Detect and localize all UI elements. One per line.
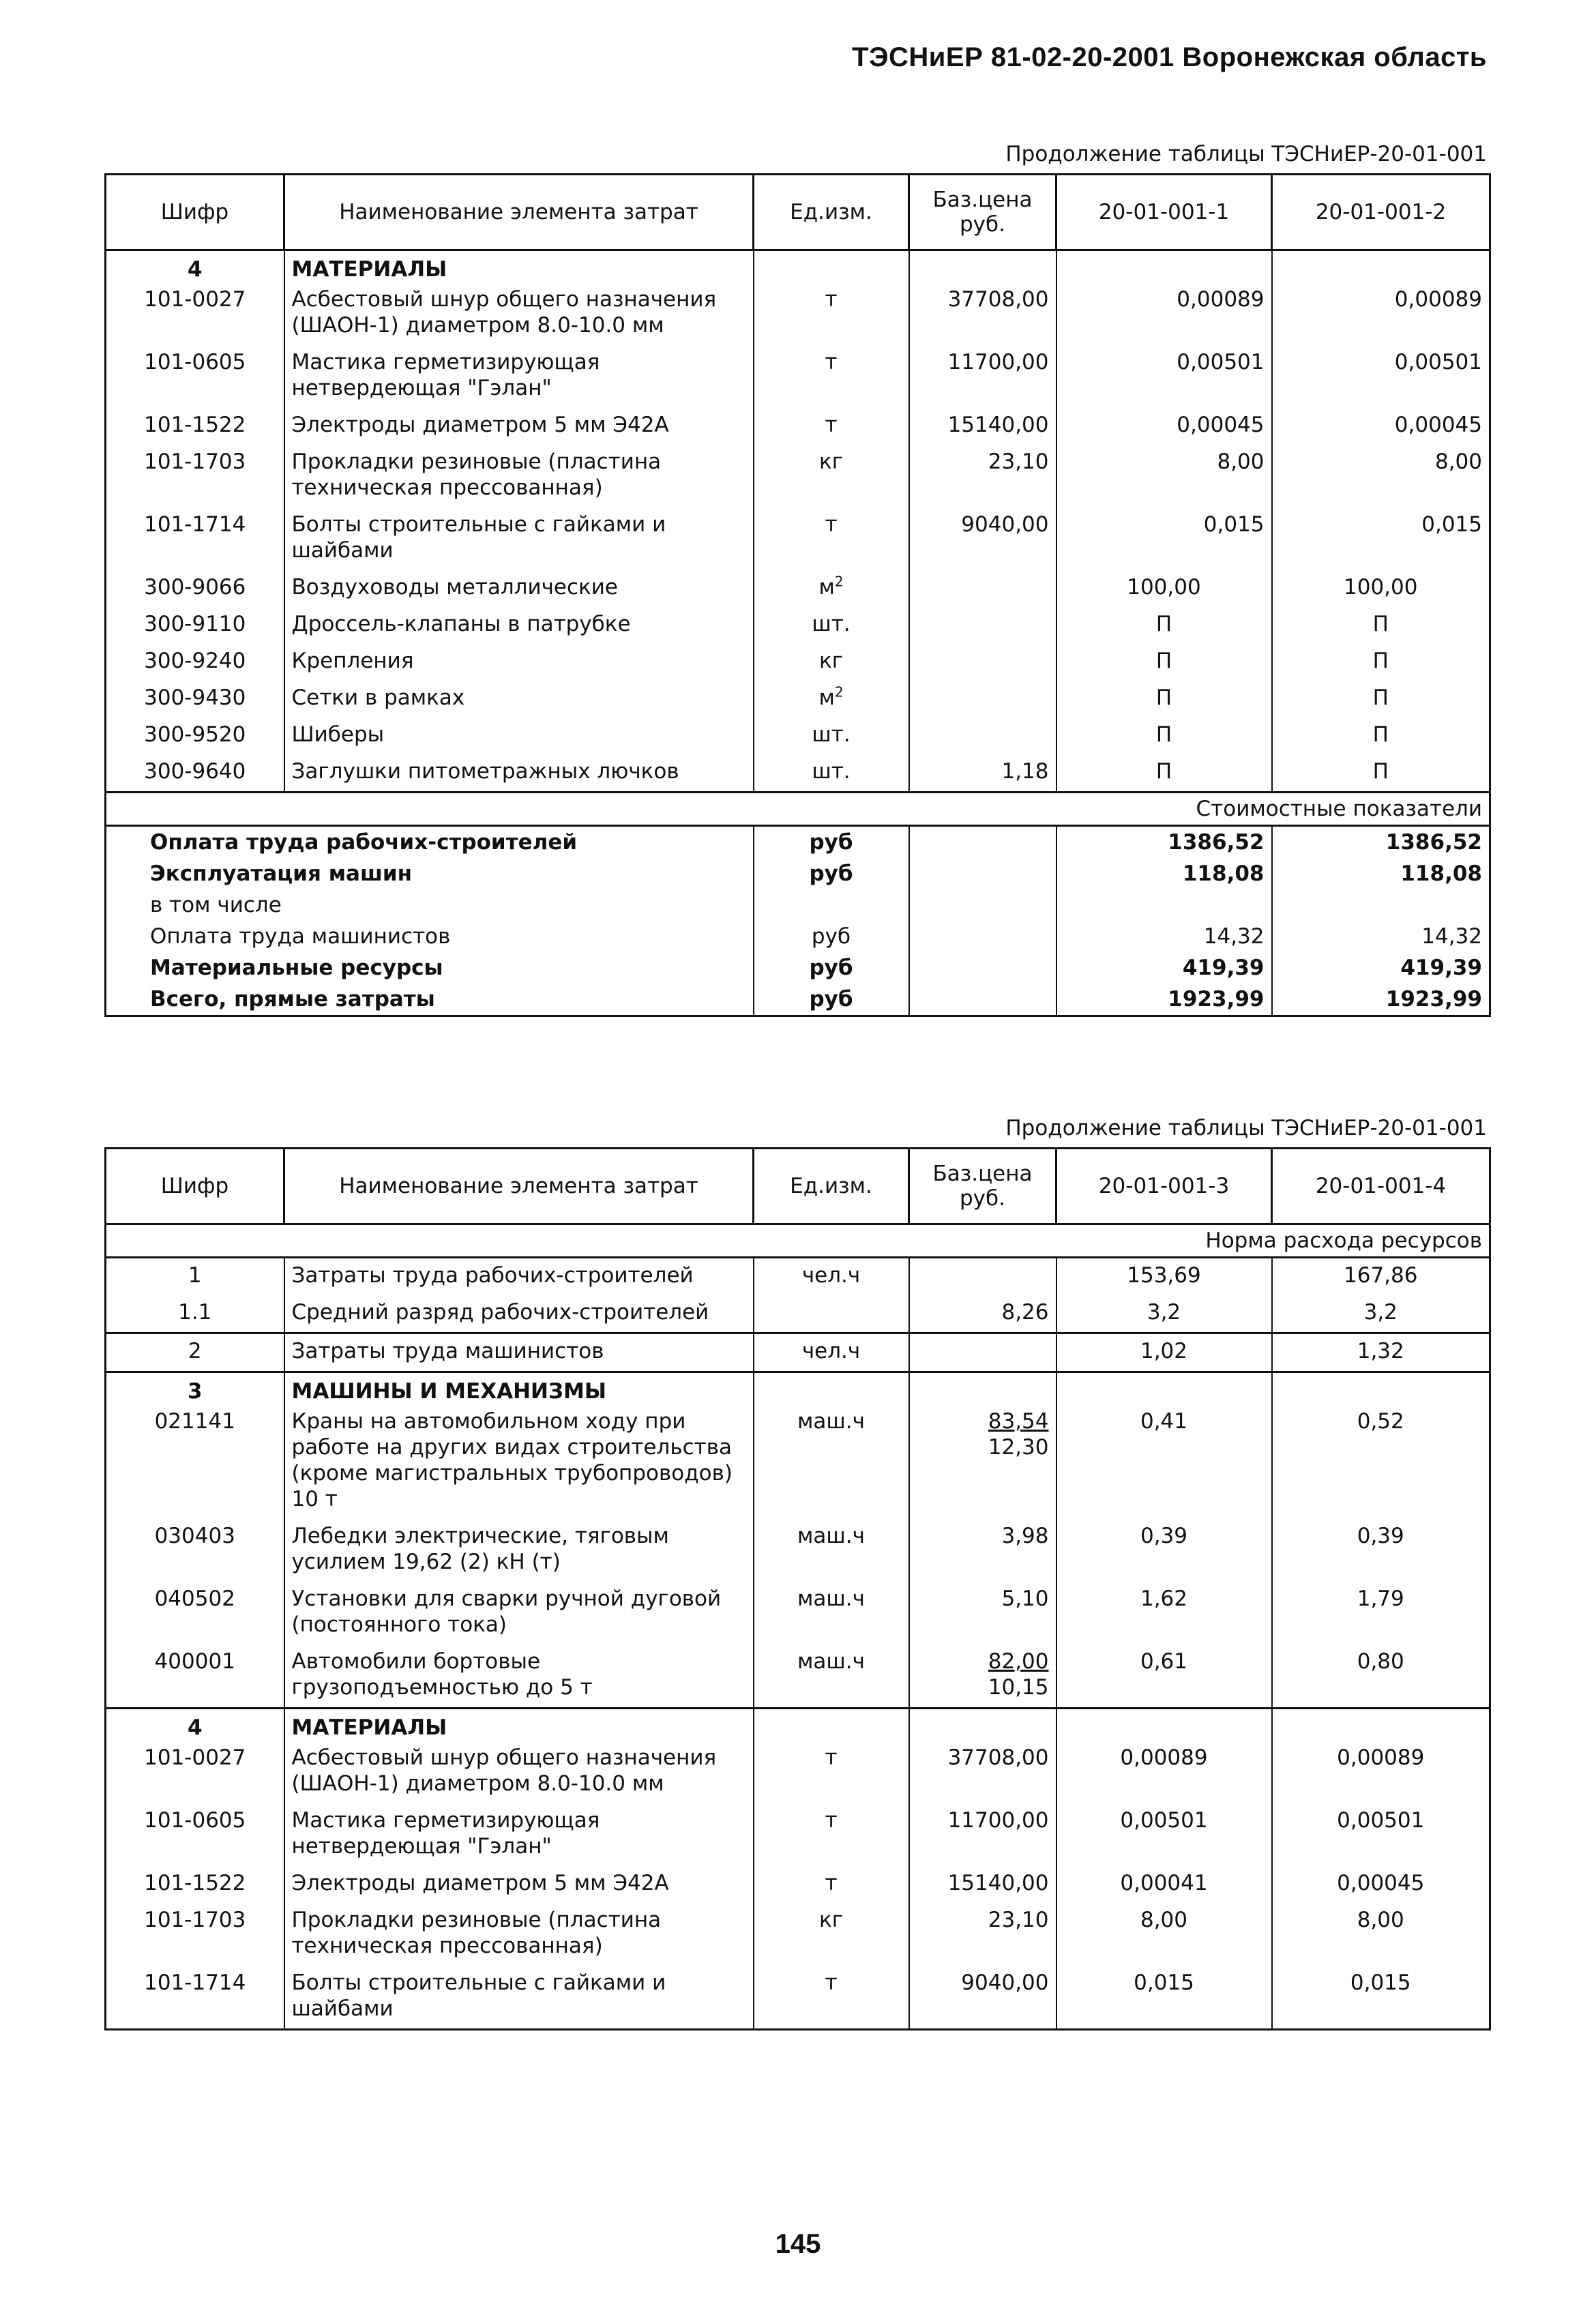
row-value-b: 0,00501: [1272, 1803, 1490, 1866]
row-unit: кг: [754, 644, 909, 681]
row-name: Электроды диаметром 5 мм Э42А: [284, 1866, 754, 1903]
cost-unit: руб: [754, 921, 909, 952]
row-price: [909, 250, 1056, 283]
cost-band-label: Стоимостные показатели: [106, 793, 1490, 826]
row-value-a: 100,00: [1056, 570, 1272, 607]
row-value-b: 0,015: [1272, 1966, 1490, 2030]
table-row: [106, 1966, 1490, 2030]
row-price: 11700,00: [909, 345, 1056, 408]
row-value-a: 1,62: [1056, 1582, 1272, 1644]
cost-indicators: [106, 826, 1490, 1016]
table-row: [106, 1333, 1490, 1372]
table-row: [106, 282, 1490, 345]
cost-value-b: [1272, 889, 1490, 921]
row-value-a: 0,41: [1056, 1404, 1272, 1519]
row-name: Автомобили бортовые грузоподъемностью до 5 т: [284, 1644, 754, 1709]
cost-row: [106, 858, 1490, 889]
row-price: 9040,00: [909, 1966, 1056, 2030]
row-name: Асбестовый шнур общего назначения (ШАОН-1) диаметром 8.0-10.0 мм: [284, 1741, 754, 1803]
row-code: 1: [106, 1258, 284, 1296]
row-unit: [754, 250, 909, 283]
table-row: [106, 1644, 1490, 1709]
cost-label: Оплата труда машинистов: [106, 921, 754, 952]
row-unit: т: [754, 1966, 909, 2030]
row-unit: шт.: [754, 754, 909, 793]
row-value-b: 0,015: [1272, 507, 1490, 570]
row-price: 9040,00: [909, 507, 1056, 570]
col-header-unit: Ед.изм.: [754, 1149, 909, 1224]
row-code: 300-9110: [106, 607, 284, 644]
section-title: МАШИНЫ И МЕХАНИЗМЫ: [284, 1372, 754, 1405]
col-header-variant-a: 20-01-001-1: [1056, 175, 1272, 250]
row-value-a: 153,69: [1056, 1258, 1272, 1296]
row-value-b: 167,86: [1272, 1258, 1490, 1296]
row-value-b: [1272, 1709, 1490, 1741]
cost-price: [909, 858, 1056, 889]
row-unit: кг: [754, 1903, 909, 1966]
col-header-unit: Ед.изм.: [754, 175, 909, 250]
table-row: [106, 1903, 1490, 1966]
row-code: 101-1703: [106, 1903, 284, 1966]
row-name: Мастика герметизирующая нетвердеющая "Гэлан": [284, 345, 754, 408]
row-unit: $м^2$: [754, 681, 909, 718]
cost-value-a: 1386,52: [1056, 826, 1272, 859]
cost-unit: [754, 889, 909, 921]
cost-unit: руб: [754, 984, 909, 1016]
row-price: [909, 1709, 1056, 1741]
row-name: Краны на автомобильном ходу при работе на других видах строительства (кроме магистральных трубопроводов) 10 т: [284, 1404, 754, 1519]
row-value-a: 0,00089: [1056, 282, 1272, 345]
cost-value-a: 1923,99: [1056, 984, 1272, 1016]
row-name: Заглушки питометражных лючков: [284, 754, 754, 793]
row-value-b: 0,00089: [1272, 1741, 1490, 1803]
table-body: [106, 1258, 1490, 2030]
row-code: 1.1: [106, 1295, 284, 1333]
col-header-price: Баз.цена руб.: [909, 175, 1056, 250]
row-unit: [754, 1295, 909, 1333]
row-name: Средний разряд рабочих-строителей: [284, 1295, 754, 1333]
row-code: 300-9640: [106, 754, 284, 793]
col-header-name: Наименование элемента затрат: [284, 1149, 754, 1224]
row-value-b: 0,00501: [1272, 345, 1490, 408]
row-value-a: П: [1056, 681, 1272, 718]
row-price: 82,00 10,15: [909, 1644, 1056, 1709]
table-row: [106, 1295, 1490, 1333]
section-code: 3: [106, 1372, 284, 1405]
row-unit: шт.: [754, 607, 909, 644]
row-price: 23,10: [909, 1903, 1056, 1966]
row-name: Установки для сварки ручной дуговой (постоянного тока): [284, 1582, 754, 1644]
row-value-a: [1056, 250, 1272, 283]
row-value-a: 0,39: [1056, 1519, 1272, 1582]
row-price: [909, 570, 1056, 607]
row-value-a: 1,02: [1056, 1333, 1272, 1372]
row-name: Болты строительные с гайками и шайбами: [284, 1966, 754, 2030]
cost-unit: руб: [754, 952, 909, 984]
table-row: [106, 1582, 1490, 1644]
row-name: Шиберы: [284, 718, 754, 754]
table-row: [106, 345, 1490, 408]
col-header-code: Шифр: [106, 1149, 284, 1224]
row-price: [909, 607, 1056, 644]
row-code: 101-1714: [106, 507, 284, 570]
cost-label: в том числе: [106, 889, 754, 921]
row-value-b: 1,32: [1272, 1333, 1490, 1372]
table-row: [106, 681, 1490, 718]
row-value-a: П: [1056, 718, 1272, 754]
row-unit: маш.ч: [754, 1519, 909, 1582]
row-value-a: 0,00501: [1056, 345, 1272, 408]
table-body: [106, 250, 1490, 793]
row-code: 101-0605: [106, 1803, 284, 1866]
row-value-b: 3,2: [1272, 1295, 1490, 1333]
cost-unit: руб: [754, 826, 909, 859]
row-value-a: 0,00501: [1056, 1803, 1272, 1866]
row-value-a: 0,015: [1056, 507, 1272, 570]
document-header: ТЭСНиЕР 81-02-20-2001 Воронежская область: [852, 42, 1487, 72]
row-unit: маш.ч: [754, 1582, 909, 1644]
row-price: [909, 681, 1056, 718]
row-value-b: П: [1272, 718, 1490, 754]
row-value-b: 0,00045: [1272, 408, 1490, 445]
row-value-b: 0,52: [1272, 1404, 1490, 1519]
cost-label: Всего, прямые затраты: [106, 984, 754, 1016]
cost-unit: руб: [754, 858, 909, 889]
col-header-price: Баз.цена руб.: [909, 1149, 1056, 1224]
row-code: 300-9240: [106, 644, 284, 681]
row-unit: кг: [754, 445, 909, 507]
row-value-b: 8,00: [1272, 1903, 1490, 1966]
table-row: [106, 1741, 1490, 1803]
row-code: 101-1522: [106, 408, 284, 445]
row-value-a: П: [1056, 644, 1272, 681]
table-header-row: [106, 175, 1490, 250]
cost-price: [909, 984, 1056, 1016]
row-code: 300-9430: [106, 681, 284, 718]
row-value-b: 0,80: [1272, 1644, 1490, 1709]
row-name: Асбестовый шнур общего назначения (ШАОН-1) диаметром 8.0-10.0 мм: [284, 282, 754, 345]
row-name: Прокладки резиновые (пластина техническая прессованная): [284, 1903, 754, 1966]
row-price: 5,10: [909, 1582, 1056, 1644]
section-row: [106, 1372, 1490, 1405]
row-unit: шт.: [754, 718, 909, 754]
cost-value-b: 1386,52: [1272, 826, 1490, 859]
row-name: Затраты труда рабочих-строителей: [284, 1258, 754, 1296]
section-title: МАТЕРИАЛЫ: [284, 250, 754, 283]
cost-value-b: 1923,99: [1272, 984, 1490, 1016]
row-price: [909, 644, 1056, 681]
norm-band-label: Норма расхода ресурсов: [106, 1224, 1490, 1258]
row-value-b: П: [1272, 607, 1490, 644]
row-value-b: 8,00: [1272, 445, 1490, 507]
row-name: Болты строительные с гайками и шайбами: [284, 507, 754, 570]
row-name: Сетки в рамках: [284, 681, 754, 718]
col-header-variant-b: 20-01-001-2: [1272, 175, 1490, 250]
row-price: 3,98: [909, 1519, 1056, 1582]
row-price: 15140,00: [909, 1866, 1056, 1903]
resource-table-2: [104, 1147, 1491, 2030]
row-name: Дроссель-клапаны в патрубке: [284, 607, 754, 644]
row-value-b: 0,00045: [1272, 1866, 1490, 1903]
row-price: 15140,00: [909, 408, 1056, 445]
row-unit: т: [754, 507, 909, 570]
row-value-b: 100,00: [1272, 570, 1490, 607]
row-code: 101-0027: [106, 1741, 284, 1803]
table-row: [106, 644, 1490, 681]
row-unit: маш.ч: [754, 1644, 909, 1709]
row-unit: чел.ч: [754, 1258, 909, 1296]
row-code: 101-0605: [106, 345, 284, 408]
cost-row: [106, 826, 1490, 859]
row-price: 37708,00: [909, 1741, 1056, 1803]
row-code: 101-1703: [106, 445, 284, 507]
table-row: [106, 718, 1490, 754]
row-value-b: 0,39: [1272, 1519, 1490, 1582]
row-unit: чел.ч: [754, 1333, 909, 1372]
col-header-name: Наименование элемента затрат: [284, 175, 754, 250]
cost-price: [909, 889, 1056, 921]
row-code: 400001: [106, 1644, 284, 1709]
row-price: 8,26: [909, 1295, 1056, 1333]
row-unit: т: [754, 408, 909, 445]
resource-table-1: [104, 173, 1491, 1017]
cost-price: [909, 921, 1056, 952]
row-name: Мастика герметизирующая нетвердеющая "Гэлан": [284, 1803, 754, 1866]
cost-label: Эксплуатация машин: [106, 858, 754, 889]
row-code: 2: [106, 1333, 284, 1372]
row-unit: т: [754, 1803, 909, 1866]
row-unit: [754, 1372, 909, 1405]
row-value-a: 8,00: [1056, 445, 1272, 507]
row-price: 83,54 12,30: [909, 1404, 1056, 1519]
cost-value-a: 419,39: [1056, 952, 1272, 984]
row-code: 030403: [106, 1519, 284, 1582]
row-price: 37708,00: [909, 282, 1056, 345]
row-value-b: [1272, 1372, 1490, 1405]
cost-band-row: [106, 793, 1490, 826]
row-code: 300-9066: [106, 570, 284, 607]
row-unit: т: [754, 1741, 909, 1803]
row-unit: т: [754, 282, 909, 345]
row-value-a: 0,61: [1056, 1644, 1272, 1709]
table-row: [106, 445, 1490, 507]
row-name: Воздуховоды металлические: [284, 570, 754, 607]
page-number: 145: [775, 2229, 821, 2259]
row-price: [909, 1258, 1056, 1296]
row-price: 1,18: [909, 754, 1056, 793]
section-code: 4: [106, 1709, 284, 1741]
row-code: 101-1714: [106, 1966, 284, 2030]
section-row: [106, 1709, 1490, 1741]
row-value-a: 0,00041: [1056, 1866, 1272, 1903]
table-header-row: [106, 1149, 1490, 1224]
row-code: 101-0027: [106, 282, 284, 345]
row-unit: маш.ч: [754, 1404, 909, 1519]
cost-row: [106, 984, 1490, 1016]
col-header-variant-a: 20-01-001-3: [1056, 1149, 1272, 1224]
table-row: [106, 1866, 1490, 1903]
row-value-a: П: [1056, 607, 1272, 644]
row-name: Лебедки электрические, тяговым усилием 19,62 (2) кН (т): [284, 1519, 754, 1582]
cost-value-a: 118,08: [1056, 858, 1272, 889]
row-value-b: [1272, 250, 1490, 283]
cost-value-b: 118,08: [1272, 858, 1490, 889]
row-code: 101-1522: [106, 1866, 284, 1903]
table-continuation-label: Продолжение таблицы ТЭСНиЕР-20-01-001: [1005, 142, 1487, 166]
row-price: [909, 1372, 1056, 1405]
row-value-b: П: [1272, 681, 1490, 718]
section-code: 4: [106, 250, 284, 283]
table-row: [106, 607, 1490, 644]
table-row: [106, 408, 1490, 445]
table-row: [106, 1258, 1490, 1296]
row-name: Затраты труда машинистов: [284, 1333, 754, 1372]
cost-value-b: 419,39: [1272, 952, 1490, 984]
table-row: [106, 1519, 1490, 1582]
row-price: 11700,00: [909, 1803, 1056, 1866]
table-continuation-label: Продолжение таблицы ТЭСНиЕР-20-01-001: [1005, 1116, 1487, 1140]
cost-price: [909, 826, 1056, 859]
cost-value-a: [1056, 889, 1272, 921]
row-price: [909, 718, 1056, 754]
norm-band-row: [106, 1224, 1490, 1258]
row-value-b: П: [1272, 644, 1490, 681]
row-unit: т: [754, 345, 909, 408]
table-row: [106, 507, 1490, 570]
row-value-a: 0,015: [1056, 1966, 1272, 2030]
cost-value-a: 14,32: [1056, 921, 1272, 952]
row-unit: [754, 1709, 909, 1741]
row-code: 040502: [106, 1582, 284, 1644]
row-name: Прокладки резиновые (пластина техническая прессованная): [284, 445, 754, 507]
row-unit: т: [754, 1866, 909, 1903]
section-row: [106, 250, 1490, 283]
row-value-a: [1056, 1709, 1272, 1741]
row-unit: $м^2$: [754, 570, 909, 607]
cost-value-b: 14,32: [1272, 921, 1490, 952]
cost-row: [106, 889, 1490, 921]
col-header-code: Шифр: [106, 175, 284, 250]
row-code: 300-9520: [106, 718, 284, 754]
row-value-a: 3,2: [1056, 1295, 1272, 1333]
table-row: [106, 1404, 1490, 1519]
row-name: Электроды диаметром 5 мм Э42А: [284, 408, 754, 445]
row-price: 23,10: [909, 445, 1056, 507]
row-value-b: 0,00089: [1272, 282, 1490, 345]
row-value-a: 0,00089: [1056, 1741, 1272, 1803]
row-value-a: П: [1056, 754, 1272, 793]
table-row: [106, 570, 1490, 607]
row-value-a: 8,00: [1056, 1903, 1272, 1966]
row-code: 021141: [106, 1404, 284, 1519]
cost-row: [106, 921, 1490, 952]
section-title: МАТЕРИАЛЫ: [284, 1709, 754, 1741]
table-row: [106, 1803, 1490, 1866]
table-row: [106, 754, 1490, 793]
cost-label: Материальные ресурсы: [106, 952, 754, 984]
row-price: [909, 1333, 1056, 1372]
cost-price: [909, 952, 1056, 984]
row-value-b: П: [1272, 754, 1490, 793]
col-header-variant-b: 20-01-001-4: [1272, 1149, 1490, 1224]
cost-label: Оплата труда рабочих-строителей: [106, 826, 754, 859]
row-value-a: [1056, 1372, 1272, 1405]
cost-row: [106, 952, 1490, 984]
row-name: Крепления: [284, 644, 754, 681]
row-value-b: 1,79: [1272, 1582, 1490, 1644]
row-value-a: 0,00045: [1056, 408, 1272, 445]
